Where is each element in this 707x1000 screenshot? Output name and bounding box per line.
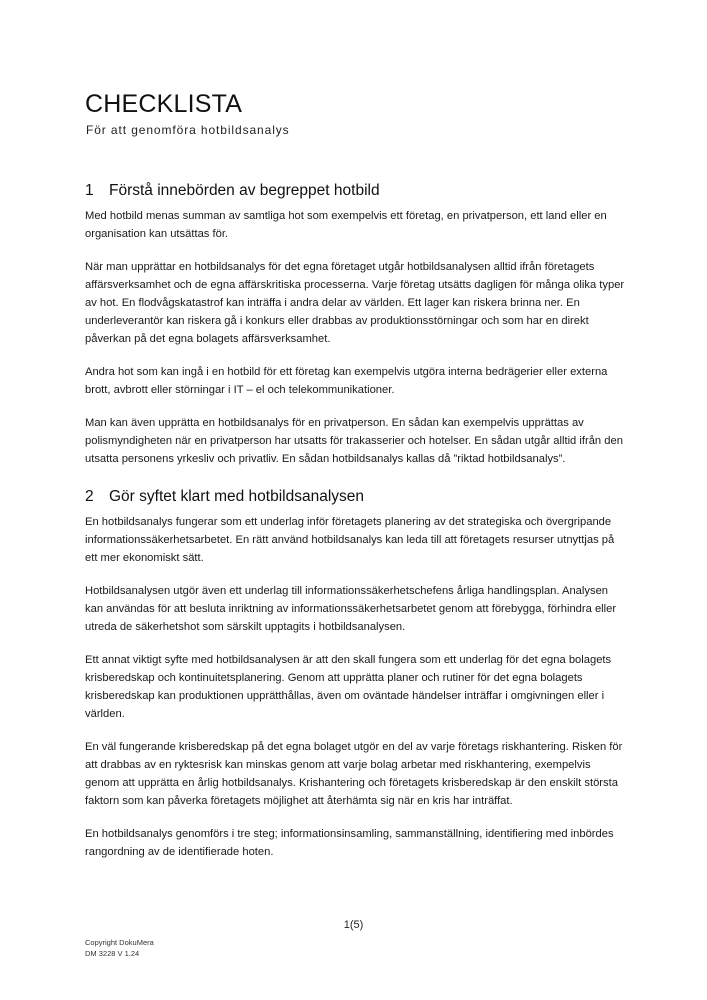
page-number: 1(5) bbox=[343, 919, 364, 931]
section-2 bbox=[85, 486, 625, 861]
section-number: 1 bbox=[85, 182, 94, 199]
paragraph: Ett annat viktigt syfte med hotbildsanalysen är att den skall fungera som ett underlag för det egna bolagets krisberedskap och kontinuitetsplanering. Genom att upprätta planer och rutiner för det egna bolagets krisberedskap kan produktionen upprätthållas, även om oväntade händelser inträffar i omgivningen eller i världen. bbox=[85, 654, 612, 720]
section-1 bbox=[85, 180, 625, 468]
section-number: 2 bbox=[85, 488, 94, 505]
copyright-text: Copyright DokuMera bbox=[85, 938, 154, 947]
section-title: Förstå innebörden av begreppet hotbild bbox=[109, 182, 380, 199]
paragraph: En hotbildsanalys fungerar som ett underlag inför företagets planering av det strategiska och övergripande informationssäkerhetsarbetet. En rätt använd hotbildsanalys kan leda till att företagets resurser utnyttjas på ett mer ekonomiskt sätt. bbox=[85, 516, 615, 564]
paragraph: En hotbildsanalys genomförs i tre steg; informationsinsamling, sammanställning, identifiering med inbördes rangordning av de identifierade hoten. bbox=[85, 828, 614, 858]
document-title: CHECKLISTA bbox=[85, 90, 243, 118]
section-title: Gör syftet klart med hotbildsanalysen bbox=[109, 488, 365, 505]
section-heading bbox=[85, 486, 625, 508]
section-heading bbox=[85, 180, 625, 202]
paragraph: En väl fungerande krisberedskap på det egna bolaget utgör en del av varje företags riskhantering. Risken för att drabbas av en ryktesrisk kan minskas genom att varje bolag arbetar med riskhantering, exempelvis genom att upprätta en årlig hotbildsanalys. Krishantering och företagets krisberedskap är den enskilt största faktorn som kan påverka företagets möjlighet att återhämta sig när en kris har inträffat. bbox=[85, 741, 623, 807]
document-subtitle: För att genomföra hotbildsanalys bbox=[86, 123, 290, 137]
document-body bbox=[85, 180, 625, 876]
page-footer bbox=[85, 937, 154, 959]
paragraph: Andra hot som kan ingå i en hotbild för ett företag kan exempelvis utgöra interna bedrägerier eller externa brott, avbrott eller störningar i IT – el och telekommunikationer. bbox=[85, 366, 608, 396]
paragraph: Med hotbild menas summan av samtliga hot som exempelvis ett företag, en privatperson, ett land eller en organisation kan utsättas för. bbox=[85, 210, 607, 240]
paragraph: När man upprättar en hotbildsanalys för det egna företaget utgår hotbildsanalysen alltid ifrån företagets affärsverksamhet och de egna affärskritiska processerna. Varje företag utsätts dagligen för många olika typer av hot. En flodvågskatastrof kan inträffa i andra delar av världen. Ett lager kan riskera brinna ner. En underleverantör kan riskera gå i konkurs eller drabbas av produktionsstörningar och som har en direkt påverkan på det egna bolagets affärsverksamhet. bbox=[85, 261, 625, 345]
document-id: DM 3228 V 1.24 bbox=[85, 949, 140, 958]
paragraph: Man kan även upprätta en hotbildsanalys för en privatperson. En sådan kan exempelvis upprättas av polismyndigheten när en privatperson har utsatts för trakasserier och hotelser. En sådan utgår alltid ifrån den utsatta personens yrkesliv och privatliv. En sådan hotbildsanalys kallas då ”riktad hotbildsanalys”. bbox=[85, 417, 623, 465]
paragraph: Hotbildsanalysen utgör även ett underlag till informationssäkerhetschefens årliga handlingsplan. Analysen kan användas för att besluta inriktning av informationssäkerhetsarbetet genom att förebygga, förhindra eller utreda de säkerhetshot som särskilt upptagits i hotbildsanalysen. bbox=[85, 585, 617, 633]
